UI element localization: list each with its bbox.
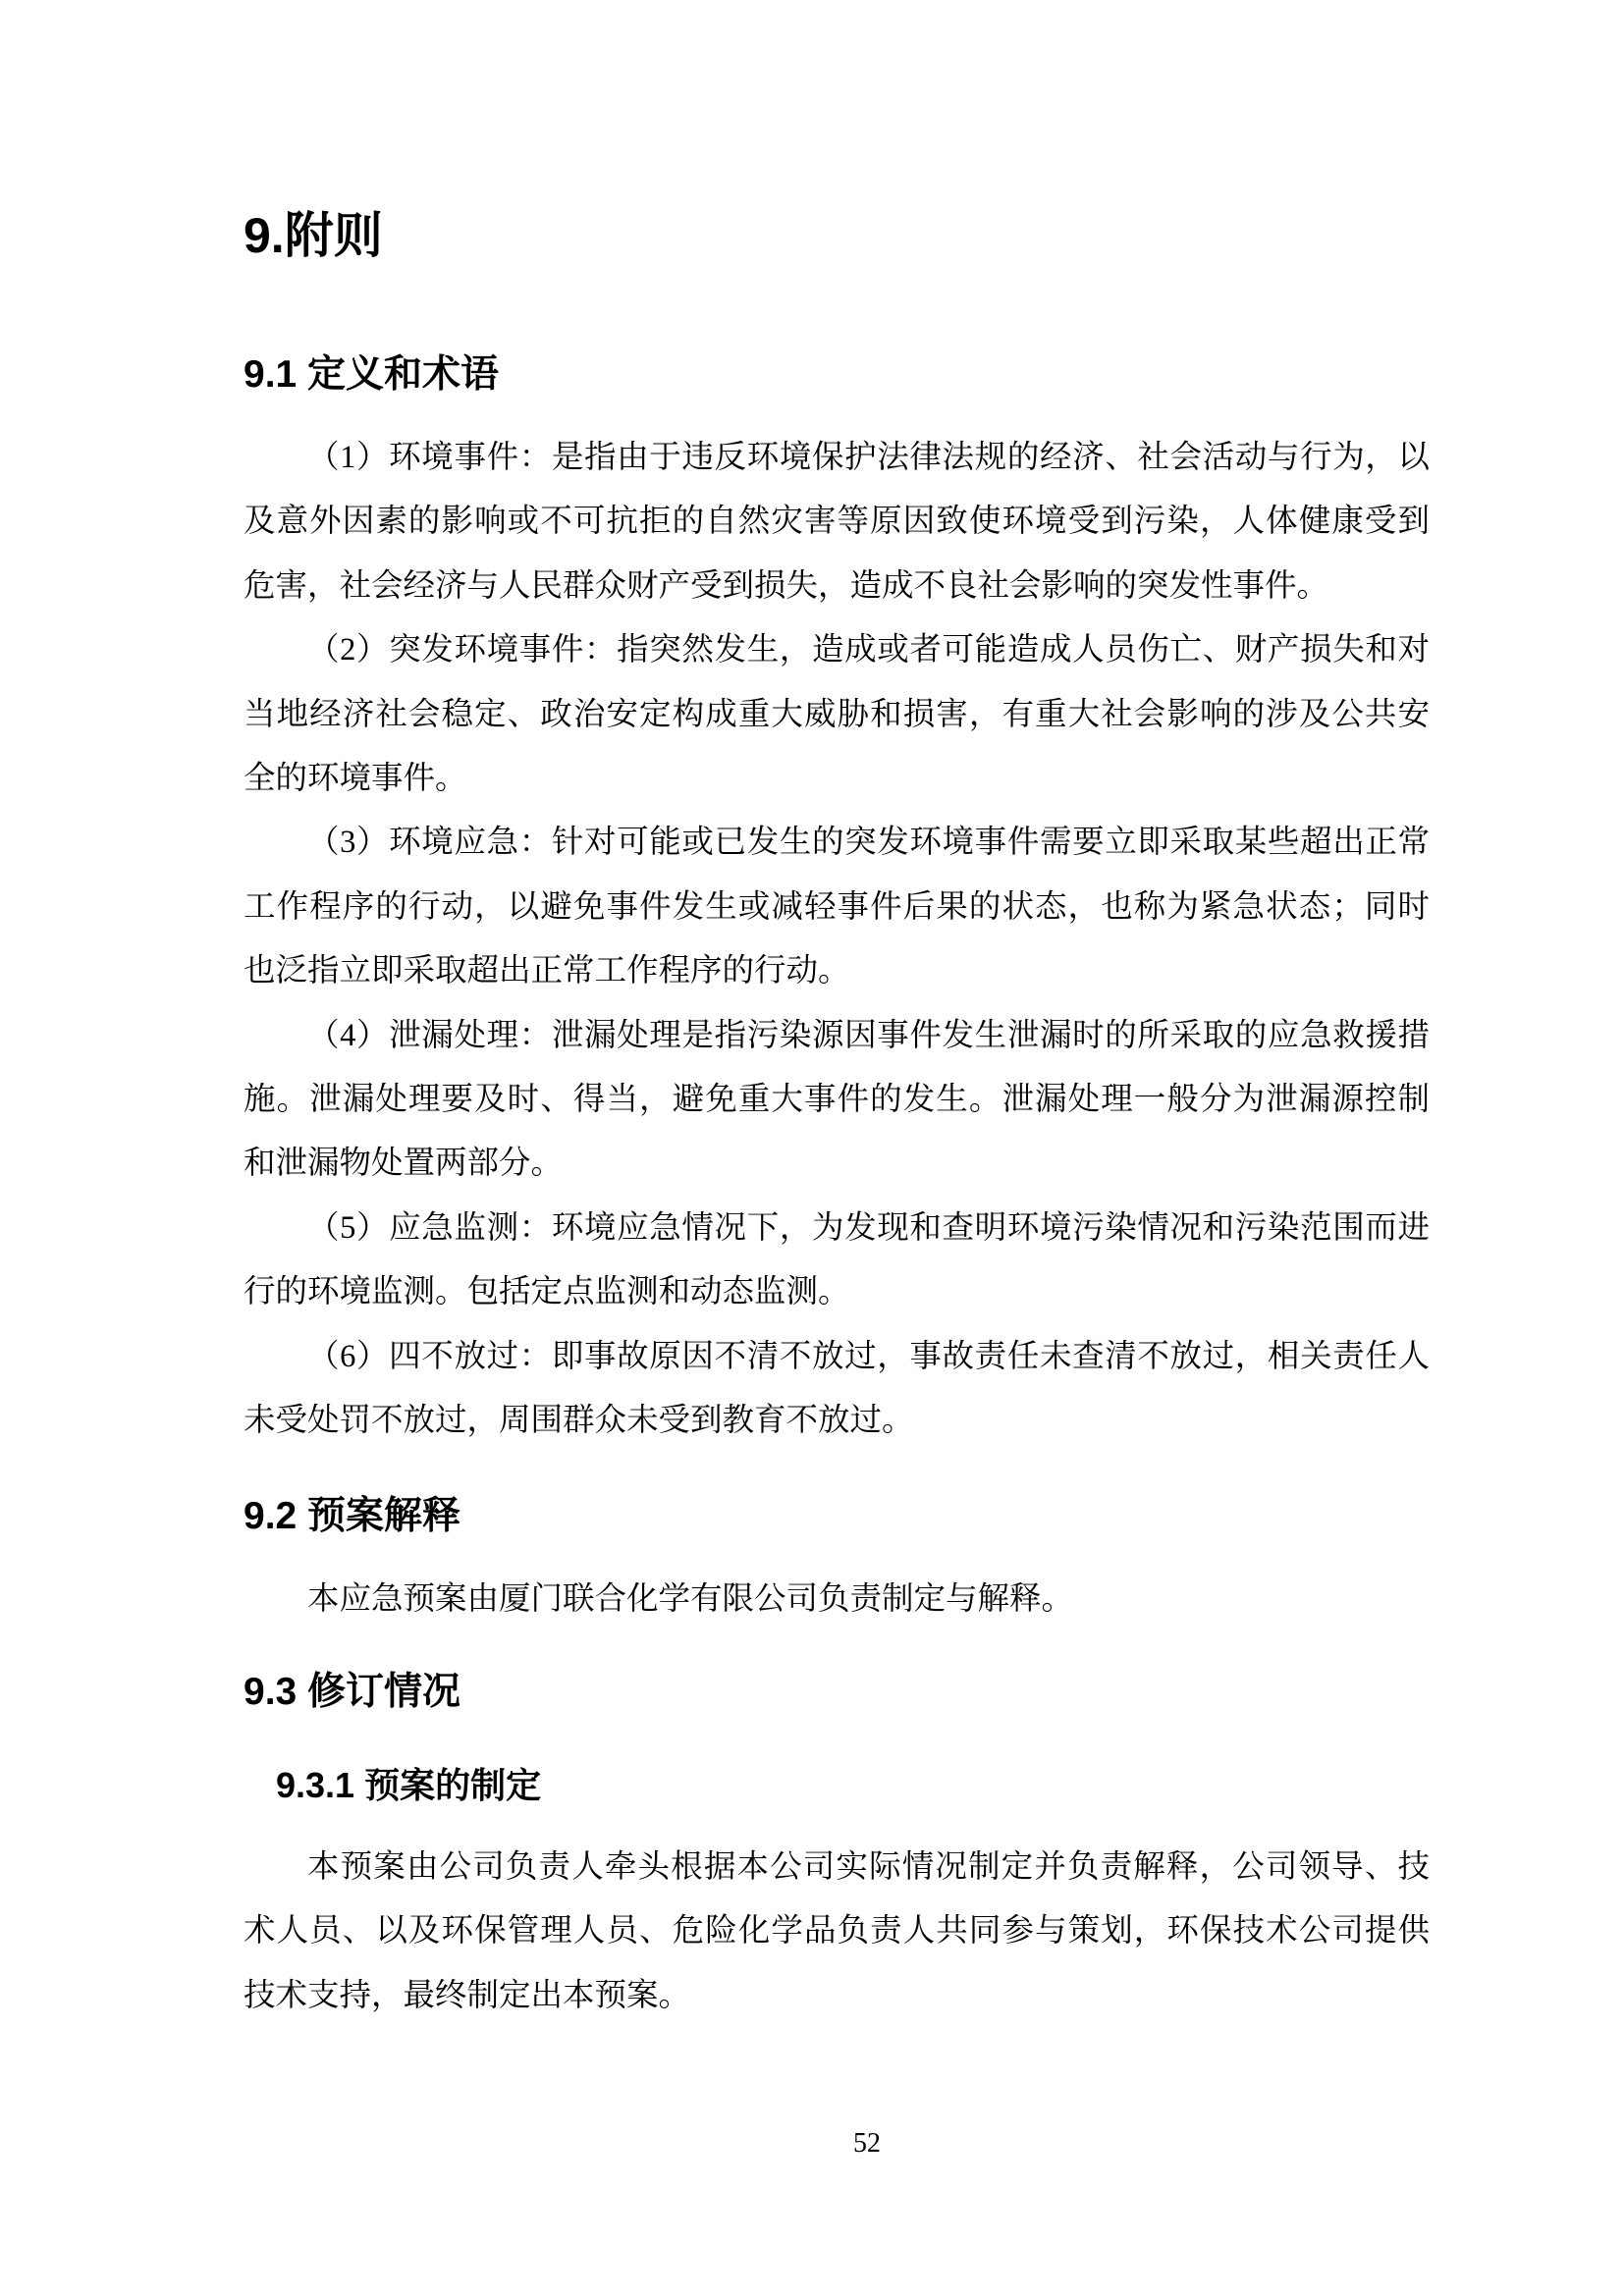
paragraph-line: （4）泄漏处理：泄漏处理是指污染源因事件发生泄漏时的所采取的应急救援措 xyxy=(307,1017,1430,1053)
paragraph-line: 也泛指立即采取超出正常工作程序的行动。 xyxy=(244,953,850,989)
paragraph-line: 行的环境监测。包括定点监测和动态监测。 xyxy=(244,1274,850,1310)
interpretation-text: 本应急预案由厦门联合化学有限公司负责制定与解释。 xyxy=(307,1581,1074,1617)
paragraph-line: 术人员、以及环保管理人员、危险化学品负责人共同参与策划，环保技术公司提供 xyxy=(244,1913,1430,1949)
paragraph-line: 本预案由公司负责人牵头根据本公司实际情况制定并负责解释，公司领导、技 xyxy=(307,1849,1430,1885)
section-heading-9-2: 9.2 预案解释 xyxy=(244,1495,461,1537)
paragraph-line: 及意外因素的影响或不可抗拒的自然灾害等原因致使环境受到污染，人体健康受到 xyxy=(244,504,1430,540)
paragraph-line: （2）突发环境事件：指突然发生，造成或者可能造成人员伤亡、财产损失和对 xyxy=(307,632,1430,668)
paragraph-line: 危害，社会经济与人民群众财产受到损失，造成不良社会影响的突发性事件。 xyxy=(244,567,1329,604)
paragraph-line: 工作程序的行动，以避免事件发生或减轻事件后果的状态，也称为紧急状态；同时 xyxy=(244,888,1430,925)
paragraph-line: 和泄漏物处置两部分。 xyxy=(244,1146,564,1182)
paragraph-line: 施。泄漏处理要及时、得当，避免重大事件的发生。泄漏处理一般分为泄漏源控制 xyxy=(244,1082,1430,1117)
chapter-heading: 9.附则 xyxy=(244,208,383,263)
paragraph-line: 未受处罚不放过，周围群众未受到教育不放过。 xyxy=(244,1403,914,1438)
paragraph-line: （6）四不放过：即事故原因不清不放过，事故责任未查清不放过，相关责任人 xyxy=(307,1338,1430,1374)
page-number: 52 xyxy=(853,2128,881,2159)
paragraph-line: 全的环境事件。 xyxy=(244,761,467,796)
paragraph-line: 技术支持，最终制定出本预案。 xyxy=(244,1977,691,2013)
paragraph-line: （1）环境事件：是指由于违反环境保护法律法规的经济、社会活动与行为，以 xyxy=(307,440,1430,475)
section-heading-9-3: 9.3 修订情况 xyxy=(244,1671,461,1713)
paragraph-line: 当地经济社会稳定、政治安定构成重大威胁和损害，有重大社会影响的涉及公共安 xyxy=(244,696,1430,732)
section-heading-9-1: 9.1 定义和术语 xyxy=(244,353,500,396)
subsection-heading-9-3-1: 9.3.1 预案的制定 xyxy=(276,1765,542,1805)
paragraph-line: （3）环境应急：针对可能或已发生的突发环境事件需要立即采取某些超出正常 xyxy=(307,825,1430,861)
paragraph-line: （5）应急监测：环境应急情况下，为发现和查明环境污染情况和污染范围而进 xyxy=(307,1209,1430,1246)
